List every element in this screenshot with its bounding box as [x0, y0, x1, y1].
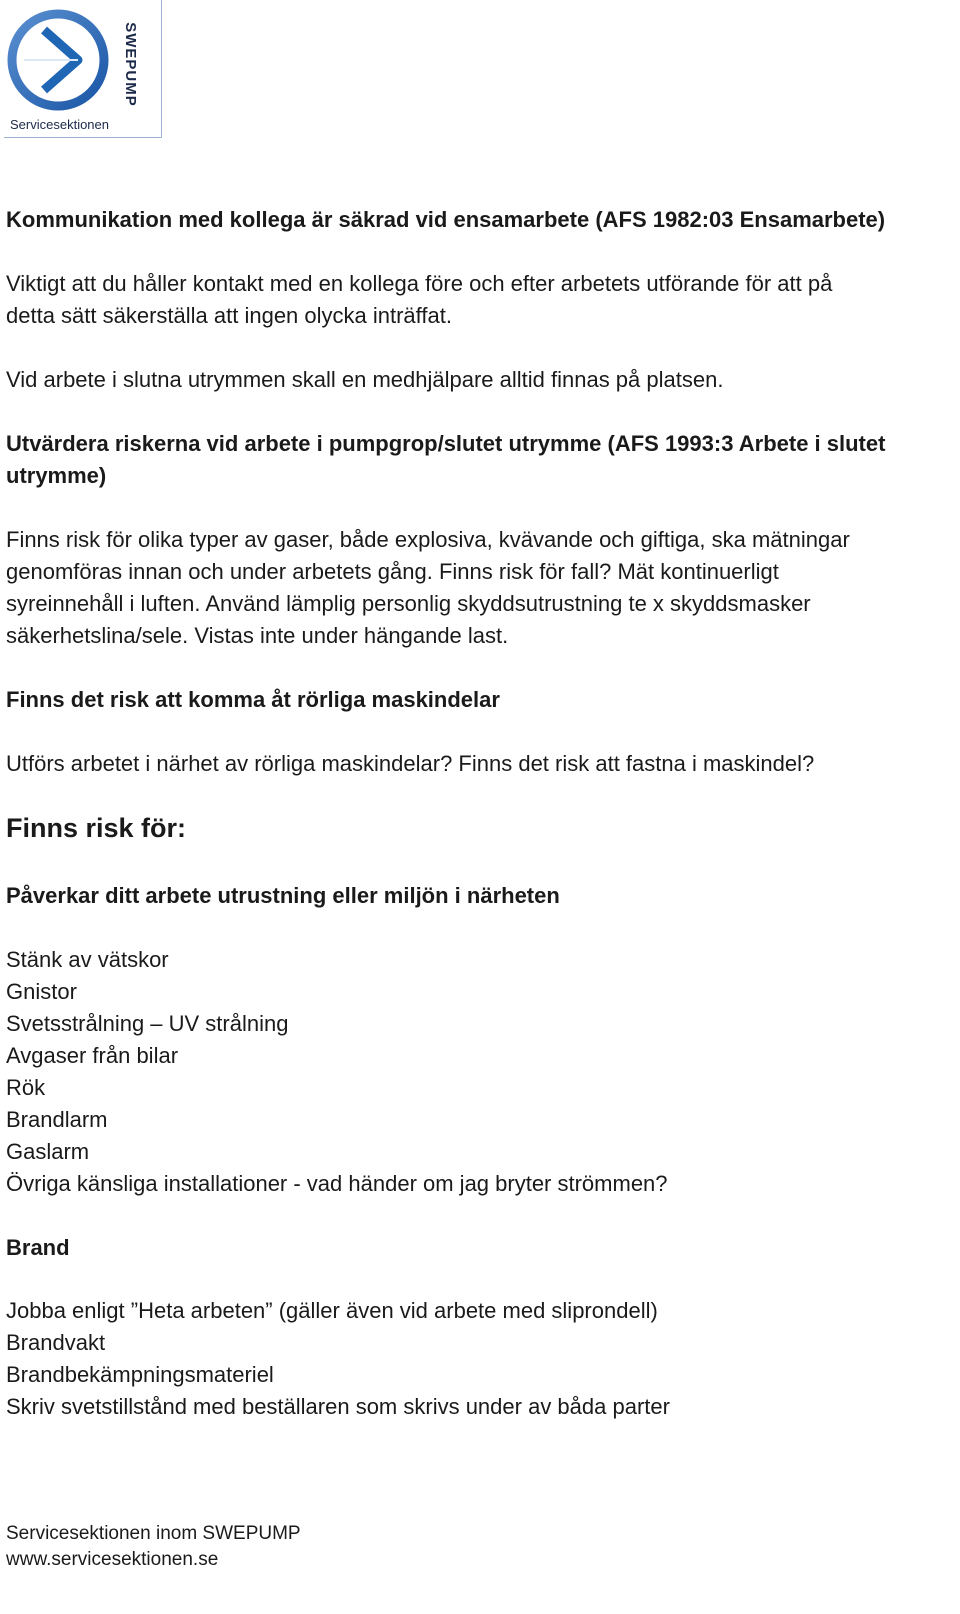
- paragraph-contact-l1: Viktigt att du håller kontakt med en kollega före och efter arbetets utförande för att på: [6, 271, 833, 296]
- logo-brand-text: SWEPUMP: [121, 22, 139, 107]
- list-item: Brandlarm: [6, 1107, 108, 1132]
- list-item: Jobba enligt ”Heta arbeten” (gäller även vid arbete med sliprondell): [6, 1298, 658, 1323]
- paragraph-gas-l3: syreinnehåll i luften. Använd lämplig personlig skyddsutrustning te x skyddsmasker: [6, 591, 811, 616]
- heading-environment: Påverkar ditt arbete utrustning eller miljön i närheten: [6, 883, 560, 908]
- paragraph-contact-l2: detta sätt säkerställa att ingen olycka inträffat.: [6, 303, 452, 328]
- list-item: Stänk av vätskor: [6, 947, 169, 972]
- list-item: Brandvakt: [6, 1330, 106, 1355]
- heading-moving-parts: Finns det risk att komma åt rörliga maskindelar: [6, 687, 500, 712]
- paragraph-gas-l2: genomföras innan och under arbetets gång. Finns risk för fall? Mät kontinuerligt: [6, 559, 779, 584]
- list-item: Gaslarm: [6, 1139, 90, 1164]
- heading-fire: Brand: [6, 1235, 70, 1260]
- list-item: Svetsstrålning – UV strålning: [6, 1011, 289, 1036]
- swepump-logo: [4, 0, 162, 138]
- list-item: Rök: [6, 1075, 46, 1100]
- paragraph-gas-l4: säkerhetslina/sele. Vistas inte under hängande last.: [6, 623, 509, 648]
- list-item: Skriv svetstillstånd med beställaren som skrivs under av båda parter: [6, 1394, 670, 1419]
- paragraph-gas-l1: Finns risk för olika typer av gaser, både explosiva, kvävande och giftiga, ska mätningar: [6, 527, 850, 552]
- heading-confined-space-l2: utrymme): [6, 463, 107, 488]
- heading-confined-space-l1: Utvärdera riskerna vid arbete i pumpgrop/slutet utrymme (AFS 1993:3 Arbete i slutet: [6, 431, 886, 456]
- footer-org: Servicesektionen inom SWEPUMP: [6, 1523, 301, 1544]
- list-item: Övriga känsliga installationer - vad händer om jag bryter strömmen?: [6, 1171, 668, 1196]
- list-item: Brandbekämpningsmateriel: [6, 1362, 274, 1387]
- paragraph-moving-parts: Utförs arbetet i närhet av rörliga maskindelar? Finns det risk att fastna i maskindel?: [6, 751, 815, 776]
- footer-website-link[interactable]: www.servicesektionen.se: [6, 1549, 219, 1570]
- heading-lone-work: Kommunikation med kollega är säkrad vid ensamarbete (AFS 1982:03 Ensamarbete): [6, 207, 886, 232]
- logo-subtitle: Servicesektionen: [10, 117, 109, 132]
- list-item: Avgaser från bilar: [6, 1043, 179, 1068]
- list-item: Gnistor: [6, 979, 77, 1004]
- paragraph-helper: Vid arbete i slutna utrymmen skall en medhjälpare alltid finnas på platsen.: [6, 367, 724, 392]
- heading-risks: Finns risk för:: [6, 813, 187, 843]
